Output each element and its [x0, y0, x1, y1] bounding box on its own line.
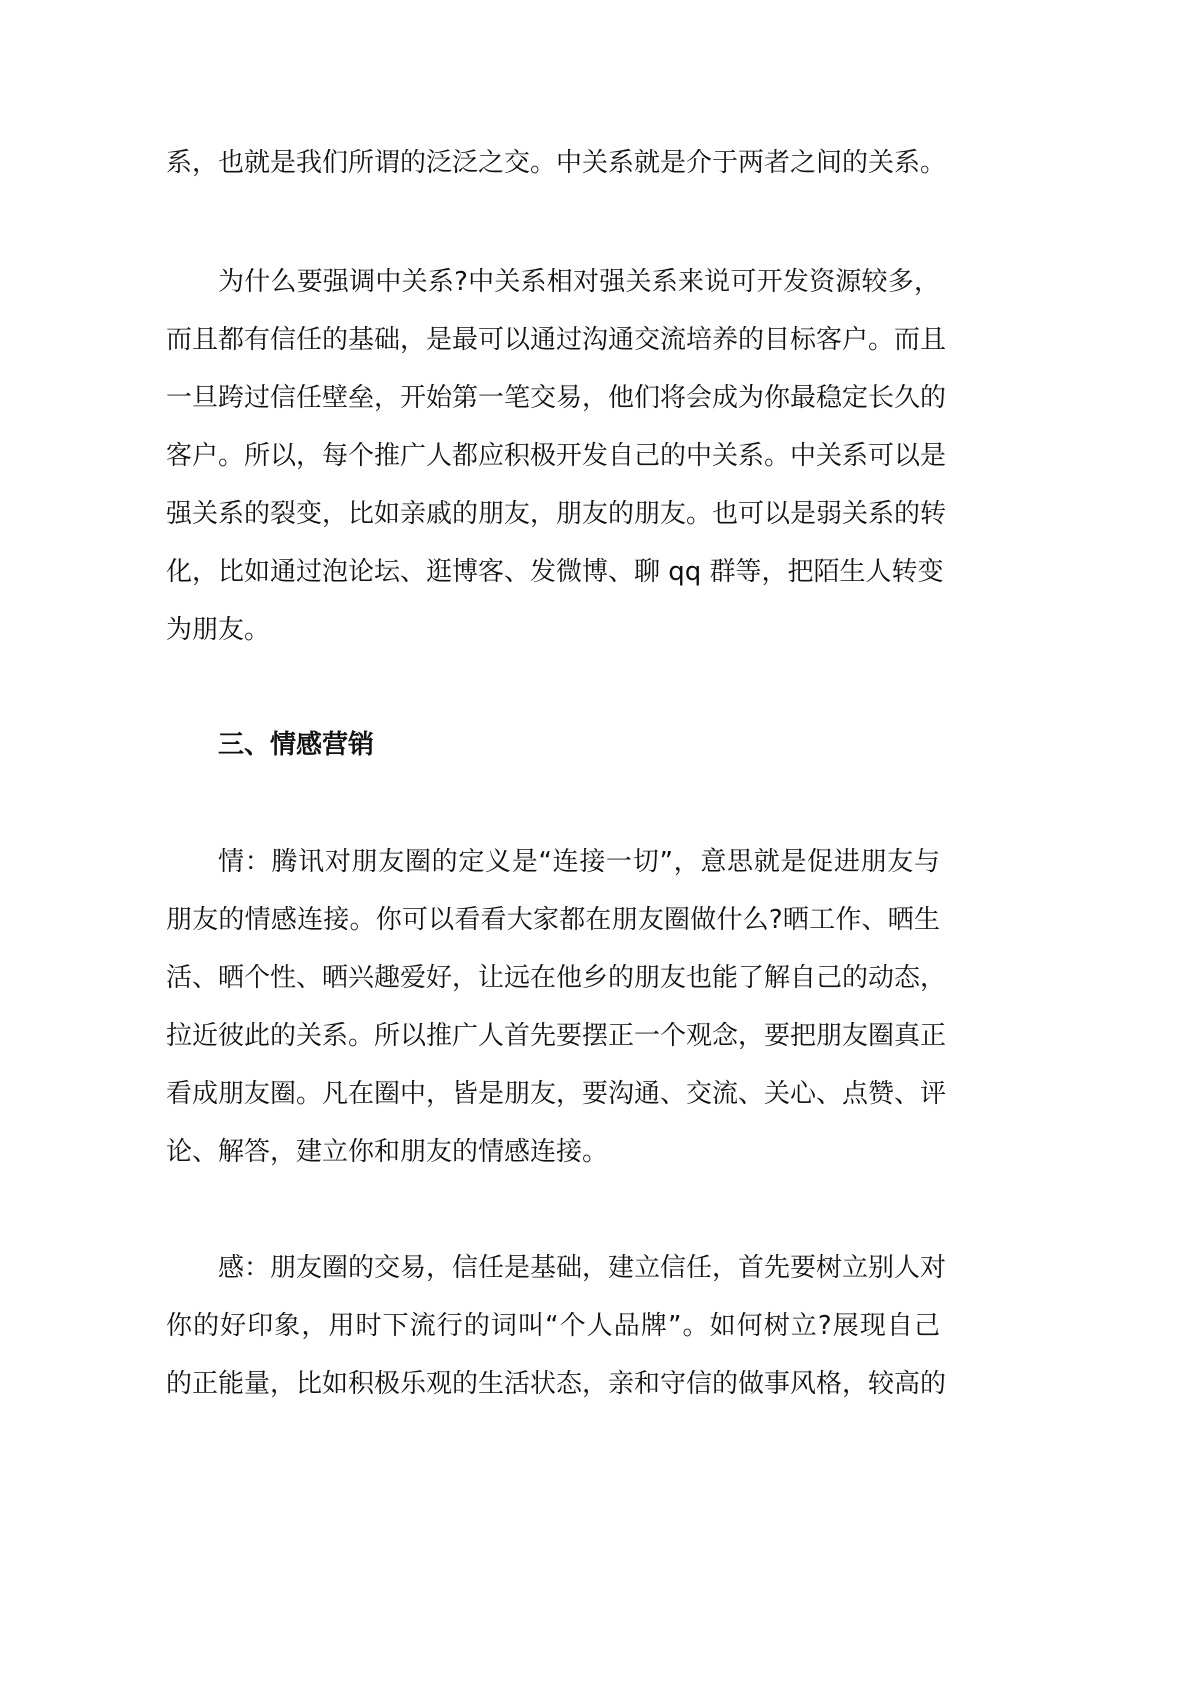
paragraph-line: 化，比如通过泡论坛、逛博客、发微博、聊 qq 群等，把陌生人转变 [166, 557, 944, 587]
paragraph-line: 而且都有信任的基础，是最可以通过沟通交流培养的目标客户。而且 [166, 325, 947, 355]
paragraph-line: 活、晒个性、晒兴趣爱好，让远在他乡的朋友也能了解自己的动态， [166, 963, 947, 993]
paragraph-line: 朋友的情感连接。你可以看看大家都在朋友圈做什么?晒工作、晒生 [166, 905, 940, 935]
paragraph-line: 看成朋友圈。凡在圈中，皆是朋友，要沟通、交流、关心、点赞、评 [166, 1079, 947, 1109]
paragraph-line: 强关系的裂变，比如亲戚的朋友，朋友的朋友。也可以是弱关系的转 [166, 499, 947, 529]
paragraph-line: 为朋友。 [166, 615, 271, 645]
paragraph-line: 论、解答，建立你和朋友的情感连接。 [166, 1137, 609, 1167]
paragraph-line: 为什么要强调中关系?中关系相对强关系来说可开发资源较多， [218, 267, 940, 297]
section-heading: 三、情感营销 [218, 730, 375, 760]
paragraph-line: 的正能量，比如积极乐观的生活状态，亲和守信的做事风格，较高的 [166, 1369, 947, 1399]
paragraph-line: 客户。所以，每个推广人都应积极开发自己的中关系。中关系可以是 [166, 441, 947, 471]
paragraph-line: 情：腾讯对朋友圈的定义是“连接一切”，意思就是促进朋友与 [218, 847, 940, 877]
paragraph-line: 你的好印象，用时下流行的词叫“个人品牌”。如何树立?展现自己 [166, 1311, 940, 1341]
paragraph-line: 系，也就是我们所谓的泛泛之交。中关系就是介于两者之间的关系。 [166, 148, 947, 178]
paragraph-line: 拉近彼此的关系。所以推广人首先要摆正一个观念，要把朋友圈真正 [166, 1021, 947, 1051]
paragraph-line: 一旦跨过信任壁垒，开始第一笔交易，他们将会成为你最稳定长久的 [166, 383, 947, 413]
paragraph-line: 感：朋友圈的交易，信任是基础，建立信任，首先要树立别人对 [218, 1253, 947, 1283]
